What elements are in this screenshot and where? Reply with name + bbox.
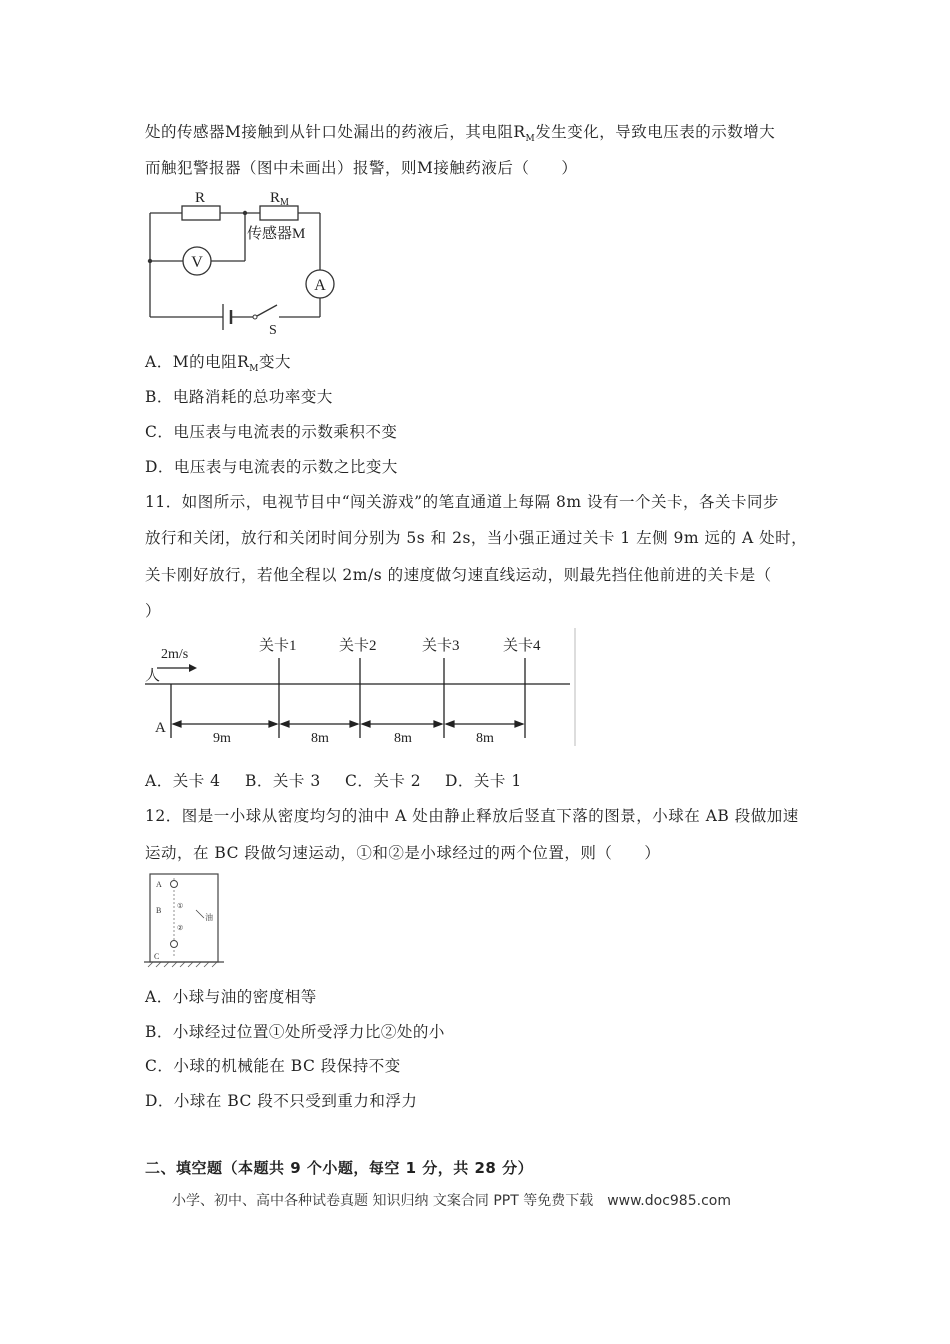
q10-option-c: C．电压表与电流表的示数乘积不变 <box>145 423 398 441</box>
ammeter-label: A <box>314 277 326 294</box>
q11-option-a: A．关卡 4 <box>145 772 221 790</box>
switch-label: S <box>269 323 277 336</box>
circuit-diagram <box>145 186 345 340</box>
q12-option-a: A．小球与油的密度相等 <box>145 988 317 1006</box>
q12-option-b: B．小球经过位置①处所受浮力比②处的小 <box>145 1023 445 1041</box>
q10-option-b: B．电路消耗的总功率变大 <box>145 388 333 406</box>
q10-text-line-2: 而触犯警报器（图中未画出）报警，则M接触药液后（ ） <box>145 159 578 177</box>
q10-option-d: D．电压表与电流表的示数之比变大 <box>145 458 398 476</box>
q12-option-c: C．小球的机械能在 BC 段保持不变 <box>145 1057 401 1075</box>
q11-text-line-3: 关卡刚好放行，若他全程以 2m/s 的速度做匀速直线运动，则最先挡住他前进的关卡是（ <box>145 566 772 584</box>
label-b: B <box>156 906 162 915</box>
q12-text-line-2: 运动，在 BC 段做匀速运动，①和②是小球经过的两个位置，则（ ） <box>145 844 661 862</box>
sensor-text: 传感器M <box>247 226 306 242</box>
position-2-label: ② <box>177 924 184 932</box>
point-a-label: A <box>155 720 166 736</box>
gate-3-label: 关卡3 <box>422 638 460 654</box>
oil-label: 油 <box>205 913 213 922</box>
gate-2-label: 关卡2 <box>339 638 377 654</box>
section-2-heading: 二、填空题（本题共 9 个小题，每空 1 分，共 28 分） <box>145 1159 534 1177</box>
gate-4-label: 关卡4 <box>503 638 541 654</box>
footer-text: 小学、初中、高中各种试卷真题 知识归纳 文案合同 PPT 等免费下载 www.doc985.com <box>172 1193 731 1209</box>
q11-text-line-1: 11．如图所示，电视节目中“闯关游戏”的笔直通道上每隔 8m 设有一个关卡，各关卡同步 <box>145 493 779 511</box>
distance-8m-2: 8m <box>394 731 412 746</box>
distance-8m-1: 8m <box>311 731 329 746</box>
q11-option-b: B．关卡 3 <box>245 772 321 790</box>
person-label: 人 <box>145 668 161 684</box>
q11-options <box>145 769 522 791</box>
distance-8m-3: 8m <box>476 731 494 746</box>
label-c: C <box>154 952 160 961</box>
distance-9m: 9m <box>213 731 231 746</box>
q12-text-line-1: 12．图是一小球从密度均匀的油中 A 处由静止释放后竖直下落的图景，小球在 AB 段做加速 <box>145 807 799 825</box>
oil-container-diagram <box>144 870 224 974</box>
q10-option-a: A．M的电阻$R_M$变大 <box>145 353 291 375</box>
speed-label: 2m/s <box>161 647 189 662</box>
q11-text-line-2: 放行和关闭，放行和关闭时间分别为 5s 和 2s，当小强正通过关卡 1 左侧 9m 远的 A 处时， <box>145 529 808 547</box>
sensor-label: $R_M$ <box>270 190 289 208</box>
q11-option-c: C．关卡 2 <box>345 772 422 790</box>
voltmeter-label: V <box>191 254 203 271</box>
q11-text-line-4: ） <box>145 602 162 620</box>
gate-diagram <box>145 628 577 752</box>
q11-option-d: D．关卡 1 <box>445 772 522 790</box>
q10-text-line-1: 处的传感器M接触到从针口处漏出的药液后，其电阻$R_M$发生变化，导致电压表的示数增大 <box>145 123 776 145</box>
label-a: A <box>156 880 162 889</box>
ball-bottom-icon <box>171 941 178 948</box>
resistor-label: R <box>195 190 206 206</box>
q12-option-d: D．小球在 BC 段不只受到重力和浮力 <box>145 1092 418 1110</box>
position-1-label: ① <box>177 902 184 910</box>
gate-1-label: 关卡1 <box>259 638 297 654</box>
ball-top-icon <box>171 881 178 888</box>
